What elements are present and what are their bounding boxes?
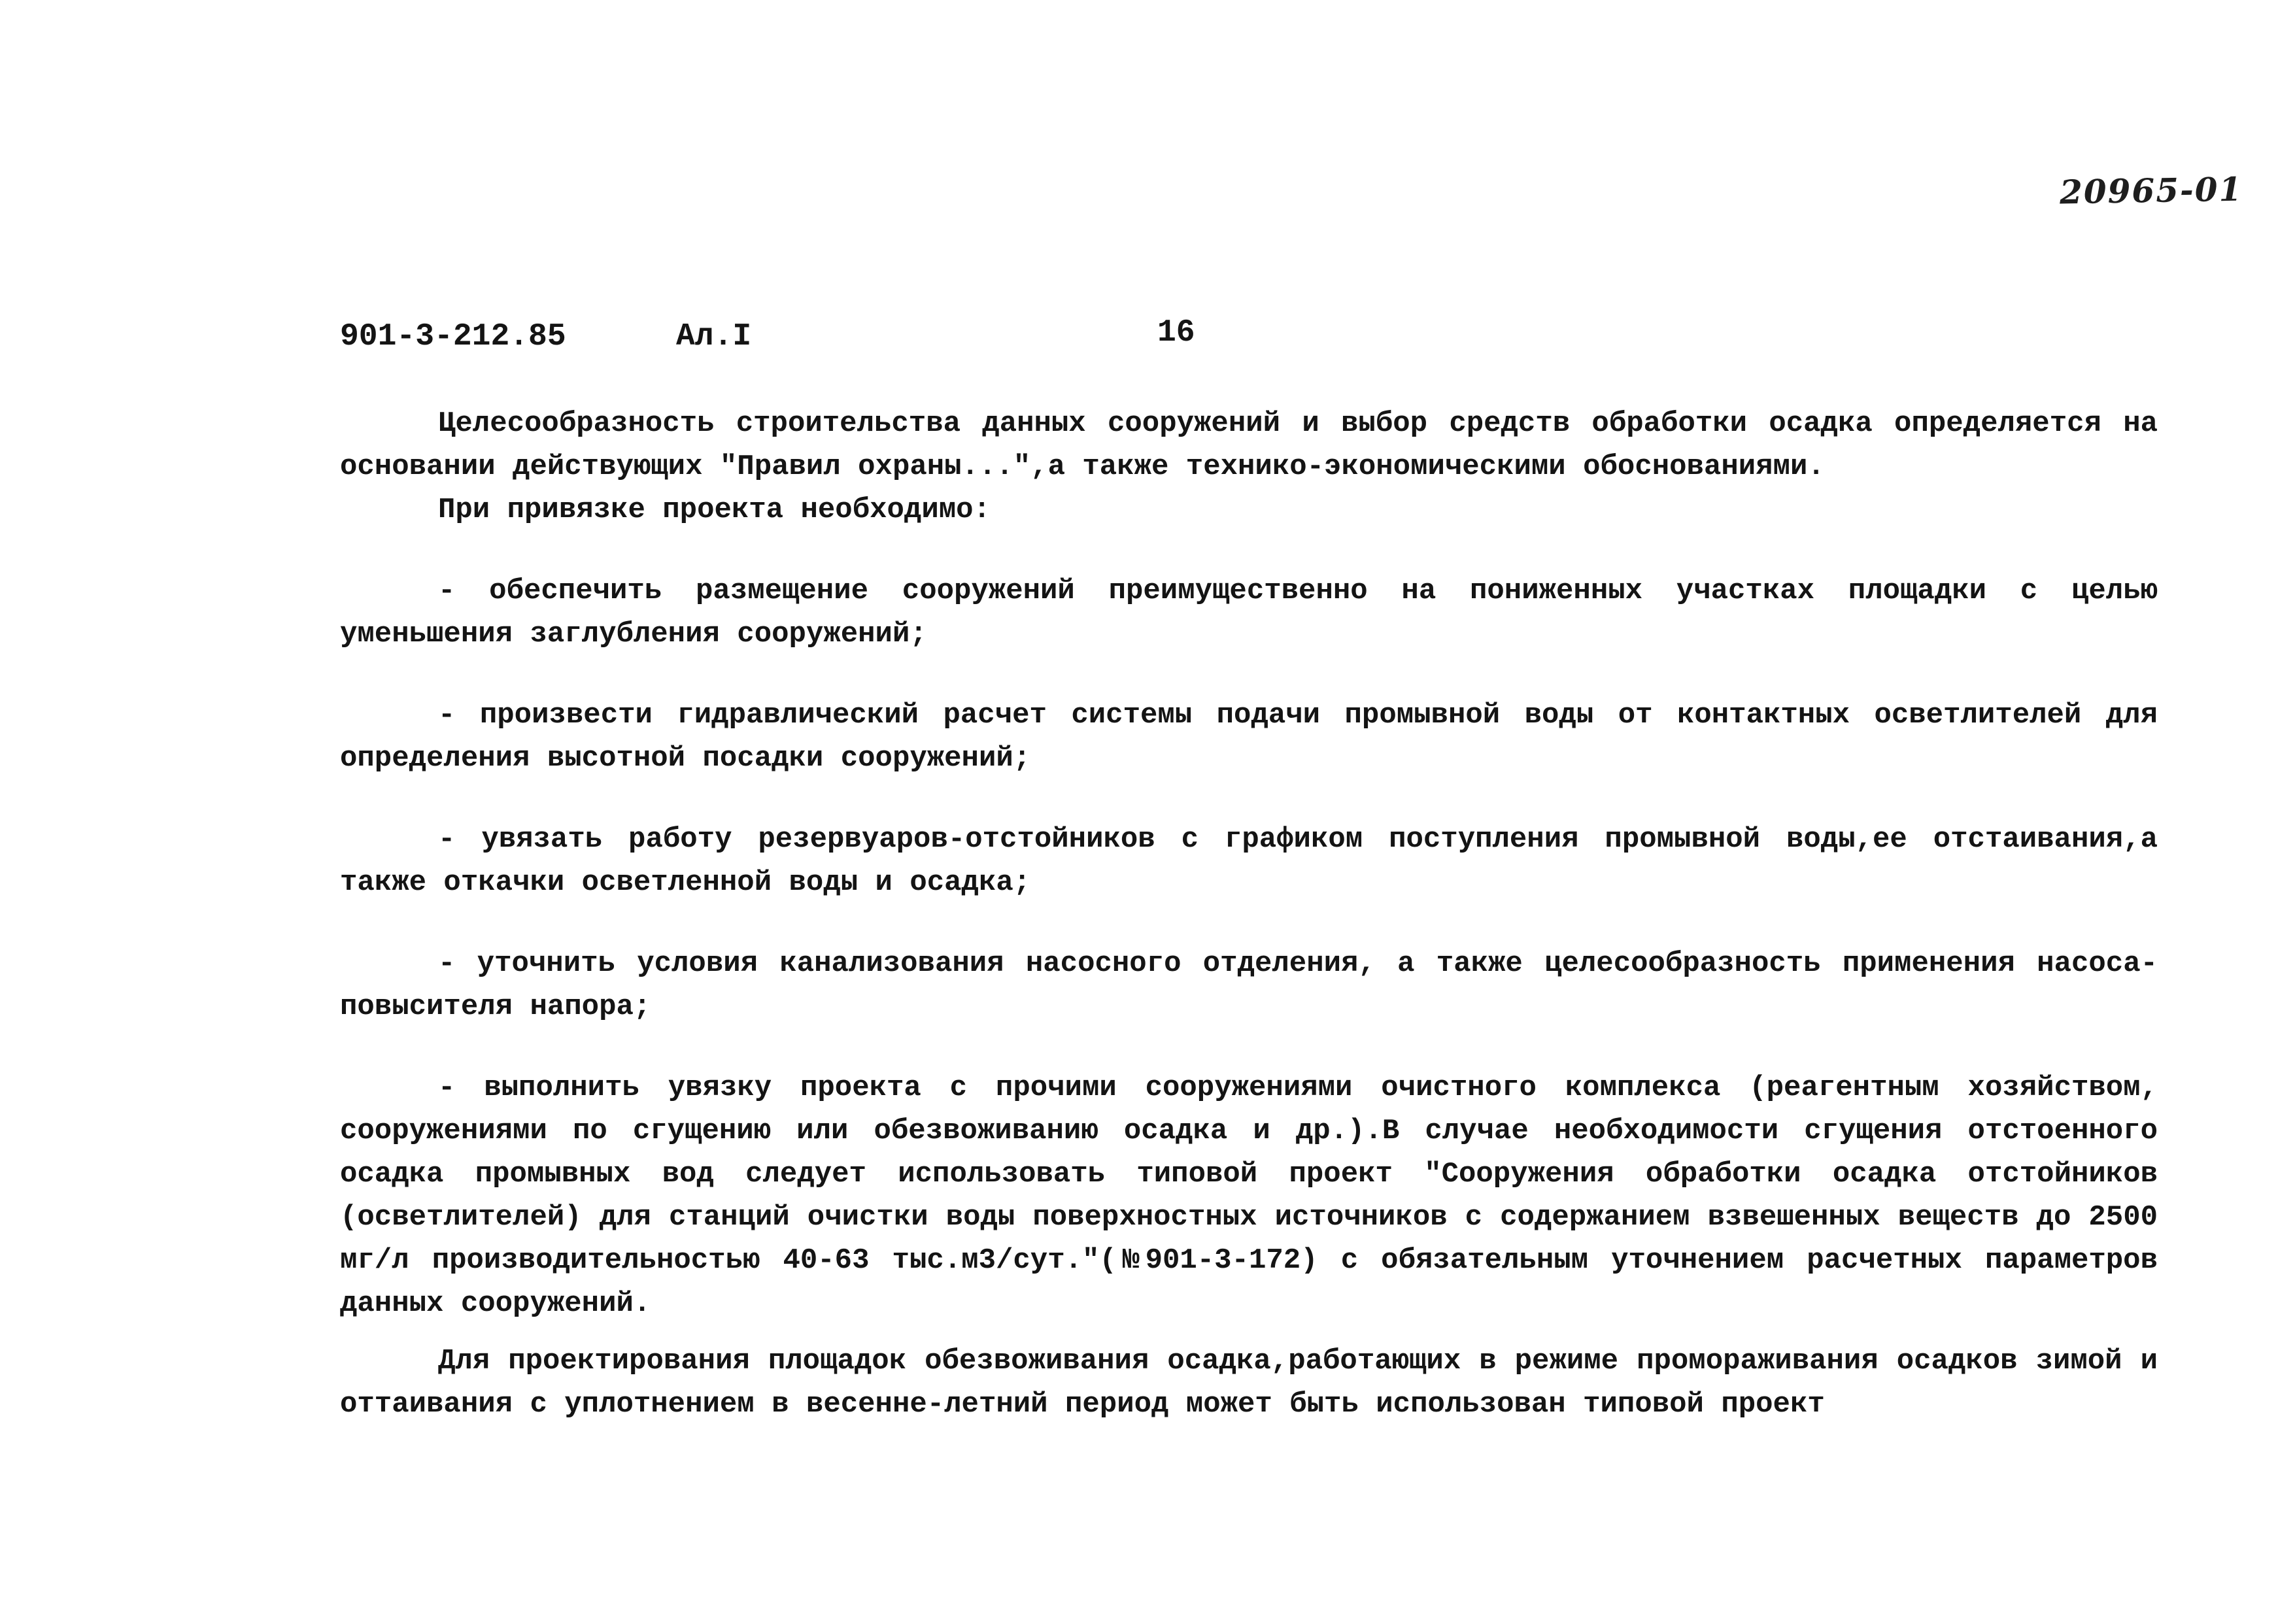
list-item-placement: - обеспечить размещение сооружений преимущественно на пониженных участках площадки с целью уменьшения заглубления сооружений; [340,575,2158,651]
list-item-sewerage-conditions: - уточнить условия канализования насосного отделения, а также целесообразность применения насоса-повысителя напора; [340,947,2158,1023]
paragraph-dewatering-sites: Для проектирования площадок обезвоживания осадка,работающих в режиме промораживания осадков зимой и оттаивания с уплотнением в весенне-летний период может быть использован типовой проект [340,1345,2158,1421]
document-body [340,402,2158,1426]
paragraph-requirements-heading: При привязке проекта необходимо: [438,494,991,526]
list-item-hydraulic-calculation: - произвести гидравлический расчет системы подачи промывной воды от контактных осветлителей для определения высотной посадки сооружений; [340,699,2158,775]
page-number: 16 [1157,315,1195,350]
archive-number-stamp: 20965-01 [2059,169,2243,212]
album-label: Ал.I [676,319,752,354]
list-item-project-coordination: - выполнить увязку проекта с прочими сооружениями очистного комплекса (реагентным хозяйством, сооружениями по сгущению или обезвоживанию осадка и др.).В случае необходимости сгущения отстоенного осадка промывных вод следует использовать типовой проект "Сооружения обработки осадка отстойников (осветлителей) для станций очистки воды поверхностных источников с содержанием взвешенных веществ до 2500 мг/л производительностью 40-63 тыс.м3/сут."(№901-3-172) с обязательным уточнением расчетных параметров данных сооружений. [340,1072,2158,1320]
list-item-reservoir-operation: - увязать работу резервуаров-отстойников с графиком поступления промывной воды,ее отстаивания,а также откачки осветленной воды и осадка; [340,823,2158,899]
paragraph-intro: Целесообразность строительства данных сооружений и выбор средств обработки осадка определяется на основании действующих "Правил охраны...",а также технико-экономическими обоснованиями. [340,407,2158,483]
page-header [340,315,2236,365]
document-code: 901-3-212.85 [340,319,566,354]
